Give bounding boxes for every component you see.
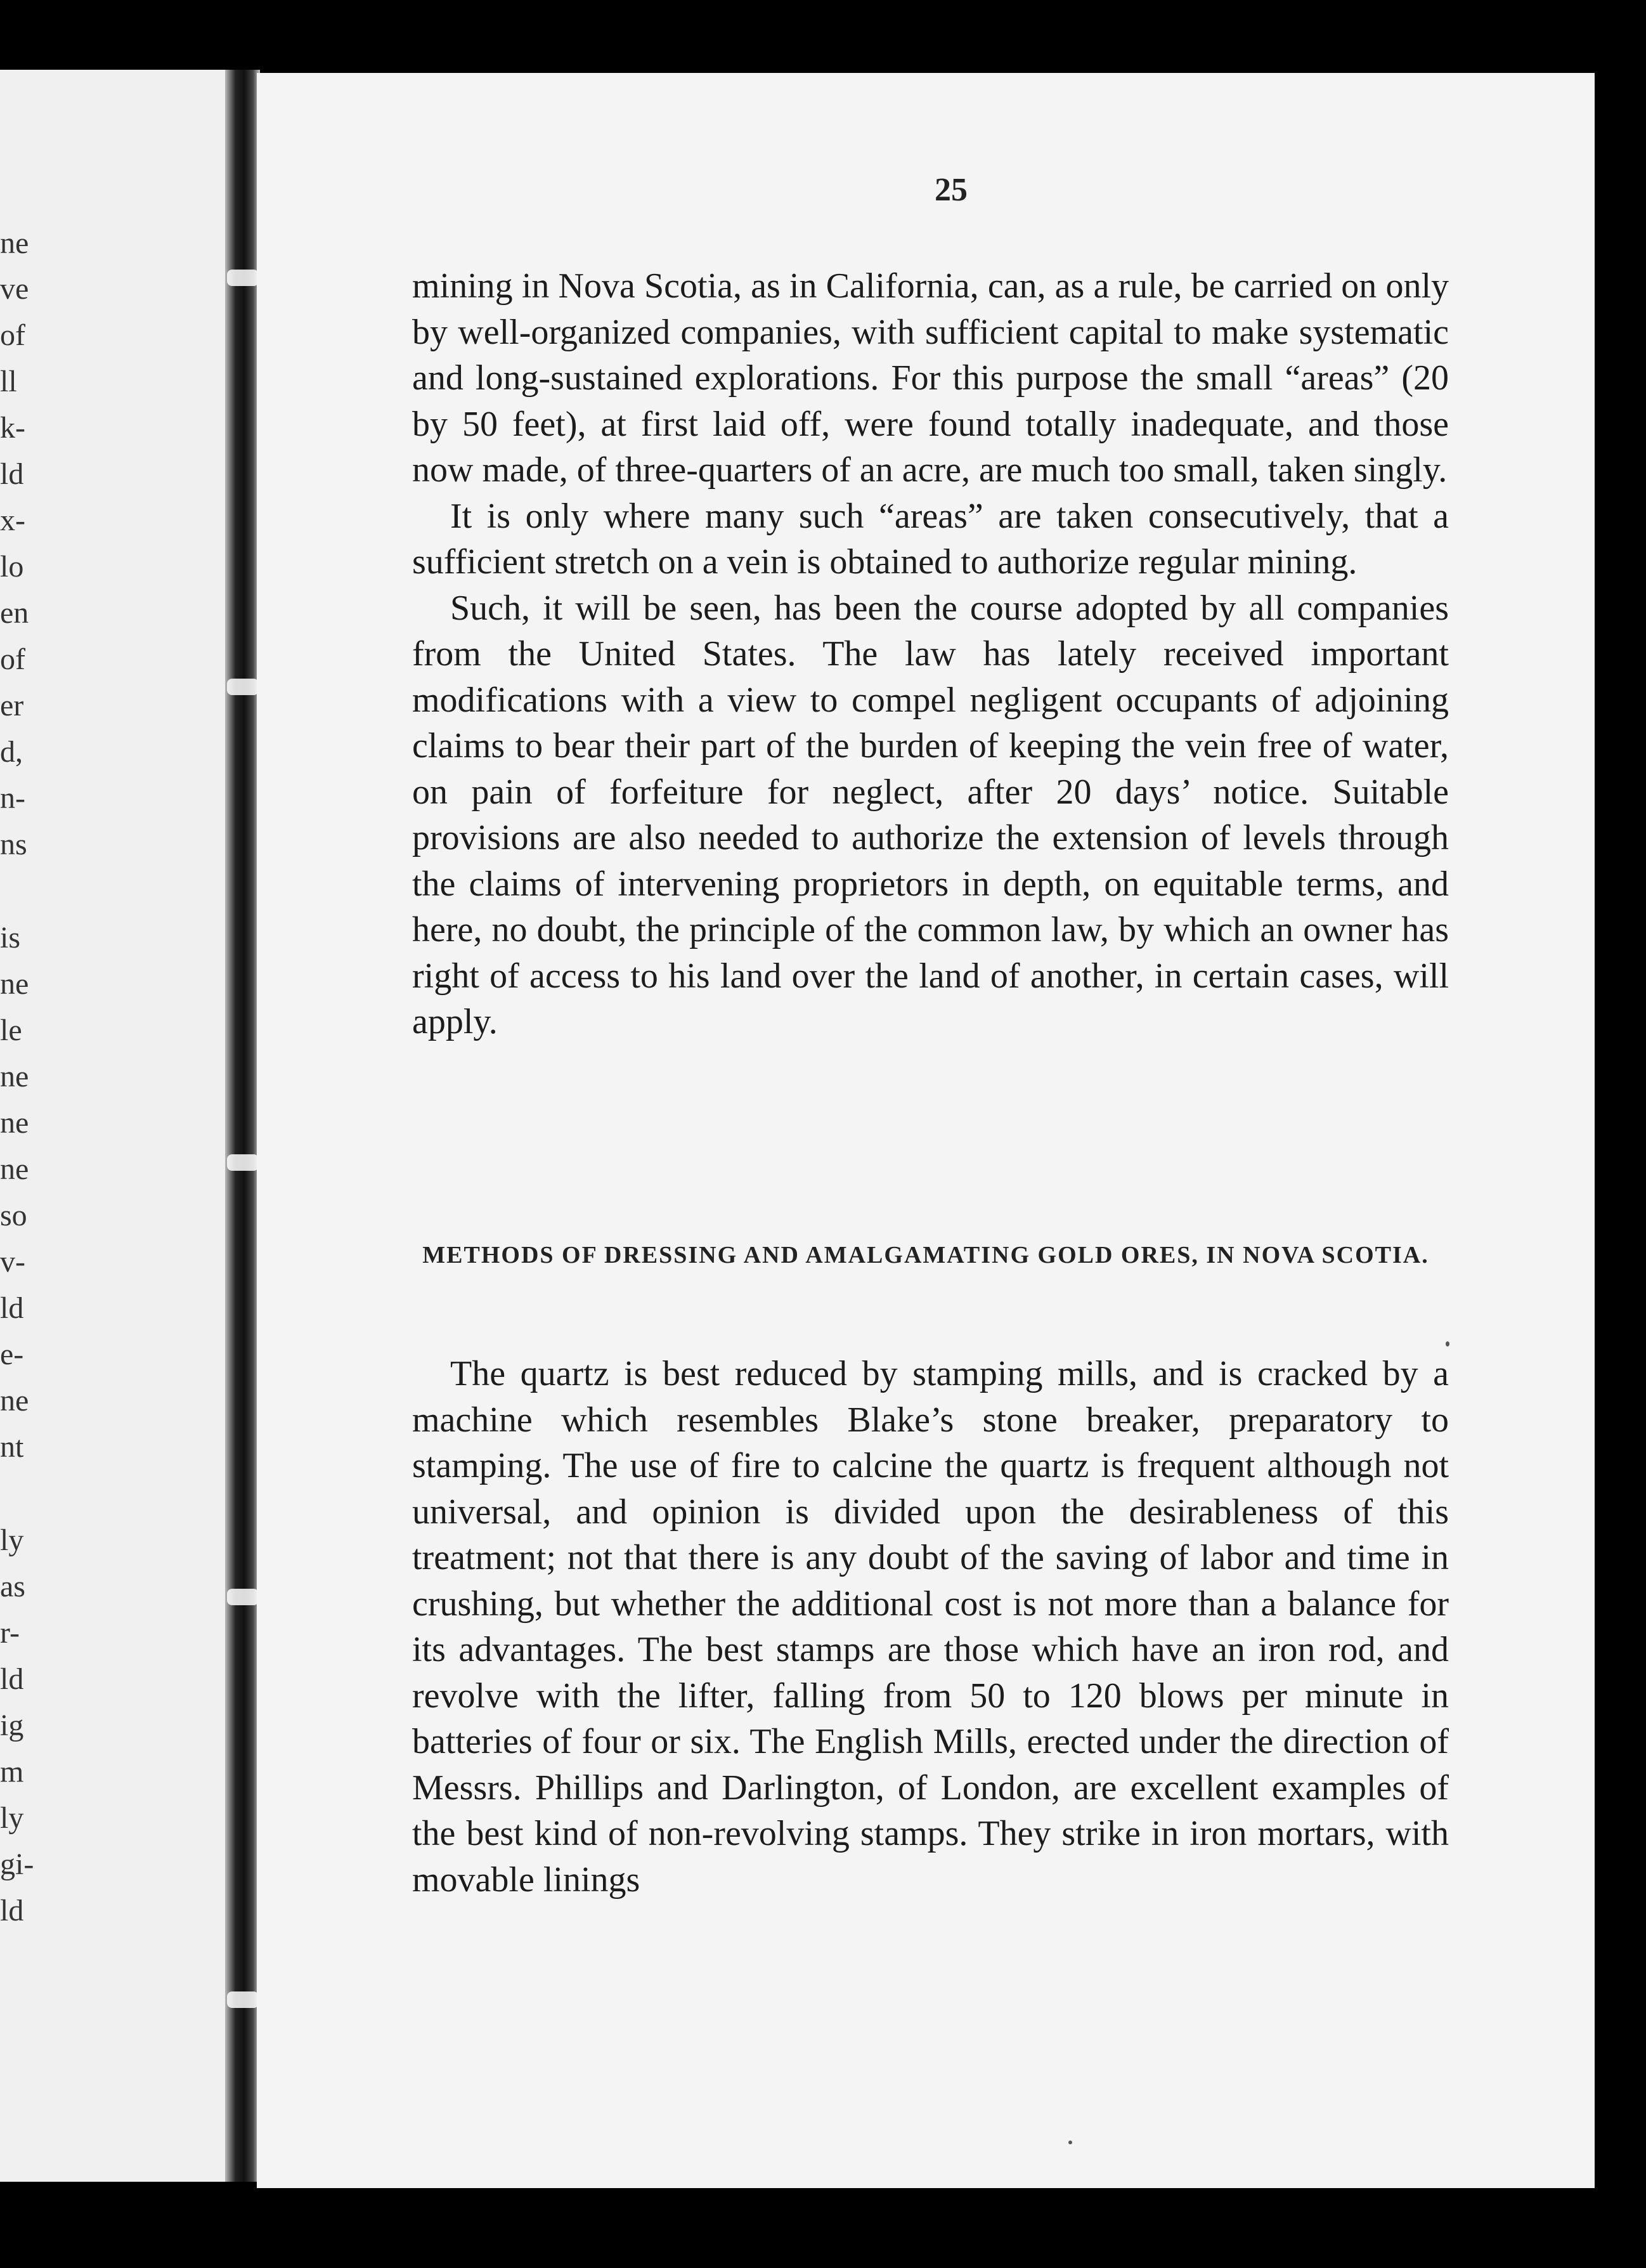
print-speck [1068, 2141, 1072, 2144]
left-page-line-fragment: ll [0, 365, 17, 398]
left-page-line-fragment: ne [0, 226, 29, 260]
left-page-line-fragment: lo [0, 550, 24, 583]
left-page-line-fragment: en [0, 596, 29, 630]
left-page-line-fragment: ne [0, 1152, 29, 1186]
section-body-text [412, 1351, 1449, 1903]
left-page-line-fragment: ne [0, 967, 29, 1001]
binding-stitch [227, 679, 259, 695]
paragraph: It is only where many such “areas” are taken consecutively, that a sufficient stretch on a vein is obtained to authorize regular mining. [412, 496, 1449, 582]
left-page-line-fragment: ns [0, 828, 27, 861]
book-gutter [225, 70, 260, 2182]
left-page-line-fragment: ly [0, 1523, 24, 1557]
binding-stitch [227, 1589, 259, 1605]
paragraph: The quartz is best reduced by stamping mills, and is cracked by a machine which resembles Blake’s stone breaker, preparatory to stamping. The use of fire to calcine the quartz is frequent although not universal, and opinion is divided upon the desirableness of this treatment; not that there is any doubt of the saving of labor and time in crushing, but whether the additional cost is not more than a balance for its advantages. The best stamps are those which have an iron rod, and revolve with the lifter, falling from 50 to 120 blows per minute in batteries of four or six. The English Mills, erected under the direction of Messrs. Phillips and Darlington, of London, are excellent examples of the best kind of non-revolving stamps. They strike in iron mortars, with movable linings [412, 1354, 1449, 1900]
left-page-line-fragment: er [0, 689, 24, 722]
section-heading: METHODS OF DRESSING AND AMALGAMATING GOLD ORES, IN NOVA SCOTIA. [422, 1242, 1429, 1268]
left-page-line-fragment: of [0, 318, 25, 352]
left-page-line-fragment: nt [0, 1430, 24, 1464]
left-page-line-fragment: ld [0, 457, 24, 491]
left-page-line-fragment: v- [0, 1245, 25, 1279]
left-page-line-fragment: ve [0, 272, 29, 306]
left-facing-page [0, 70, 228, 2182]
paragraph: mining in Nova Scotia, as in California, can, as a rule, be carried on only by well-organized companies, with sufficient capital to make systematic and long-sustained explorations. For this purpose the small “areas” (20 by 50 feet), at first laid off, were found totally inadequate, and those now made, of three-quarters of an acre, are much too small, taken singly. [412, 266, 1449, 490]
left-page-line-fragment: as [0, 1570, 25, 1603]
page-number: 25 [935, 172, 968, 208]
left-page-line-fragment: so [0, 1199, 27, 1232]
left-page-line-fragment: ne [0, 1384, 29, 1418]
print-speck [1446, 1341, 1449, 1346]
left-page-line-fragment: ly [0, 1801, 24, 1835]
binding-stitch [227, 1154, 259, 1171]
paragraph: Such, it will be seen, has been the course adopted by all companies from the United States. The law has lately received important modifications with a view to compel negligent occupants of adjoining claims to bear their part of the burden of keeping the vein free of water, on pain of forfeiture for neglect, after 20 days’ notice. Suitable provisions are also needed to authorize the extension of levels through the claims of intervening proprietors in depth, on equitable terms, and here, no doubt, the principle of the common law, by which an owner has right of access to his land over the land of another, in certain cases, will apply. [412, 588, 1449, 1041]
left-page-line-fragment: x- [0, 504, 25, 537]
left-page-line-fragment: d, [0, 735, 23, 769]
book-page [257, 73, 1595, 2188]
left-page-line-fragment: r- [0, 1616, 20, 1650]
left-page-line-fragment: ne [0, 1106, 29, 1140]
left-page-line-fragment: e- [0, 1338, 24, 1371]
left-page-line-fragment: ld [0, 1291, 24, 1325]
left-page-line-fragment: ig [0, 1709, 24, 1742]
left-page-line-fragment: k- [0, 411, 25, 445]
left-page-line-fragment: ne [0, 1060, 29, 1093]
left-page-line-fragment: ld [0, 1662, 24, 1696]
left-page-line-fragment: m [0, 1755, 24, 1789]
body-text [412, 263, 1449, 1045]
left-page-line-fragment: gi- [0, 1848, 34, 1881]
binding-stitch [227, 270, 259, 286]
left-page-line-fragment: is [0, 921, 21, 955]
left-page-line-fragment: of [0, 642, 25, 676]
binding-stitch [227, 1991, 259, 2008]
left-page-line-fragment: n- [0, 781, 25, 815]
left-page-line-fragment: ld [0, 1894, 24, 1927]
left-page-line-fragment: le [0, 1013, 22, 1047]
